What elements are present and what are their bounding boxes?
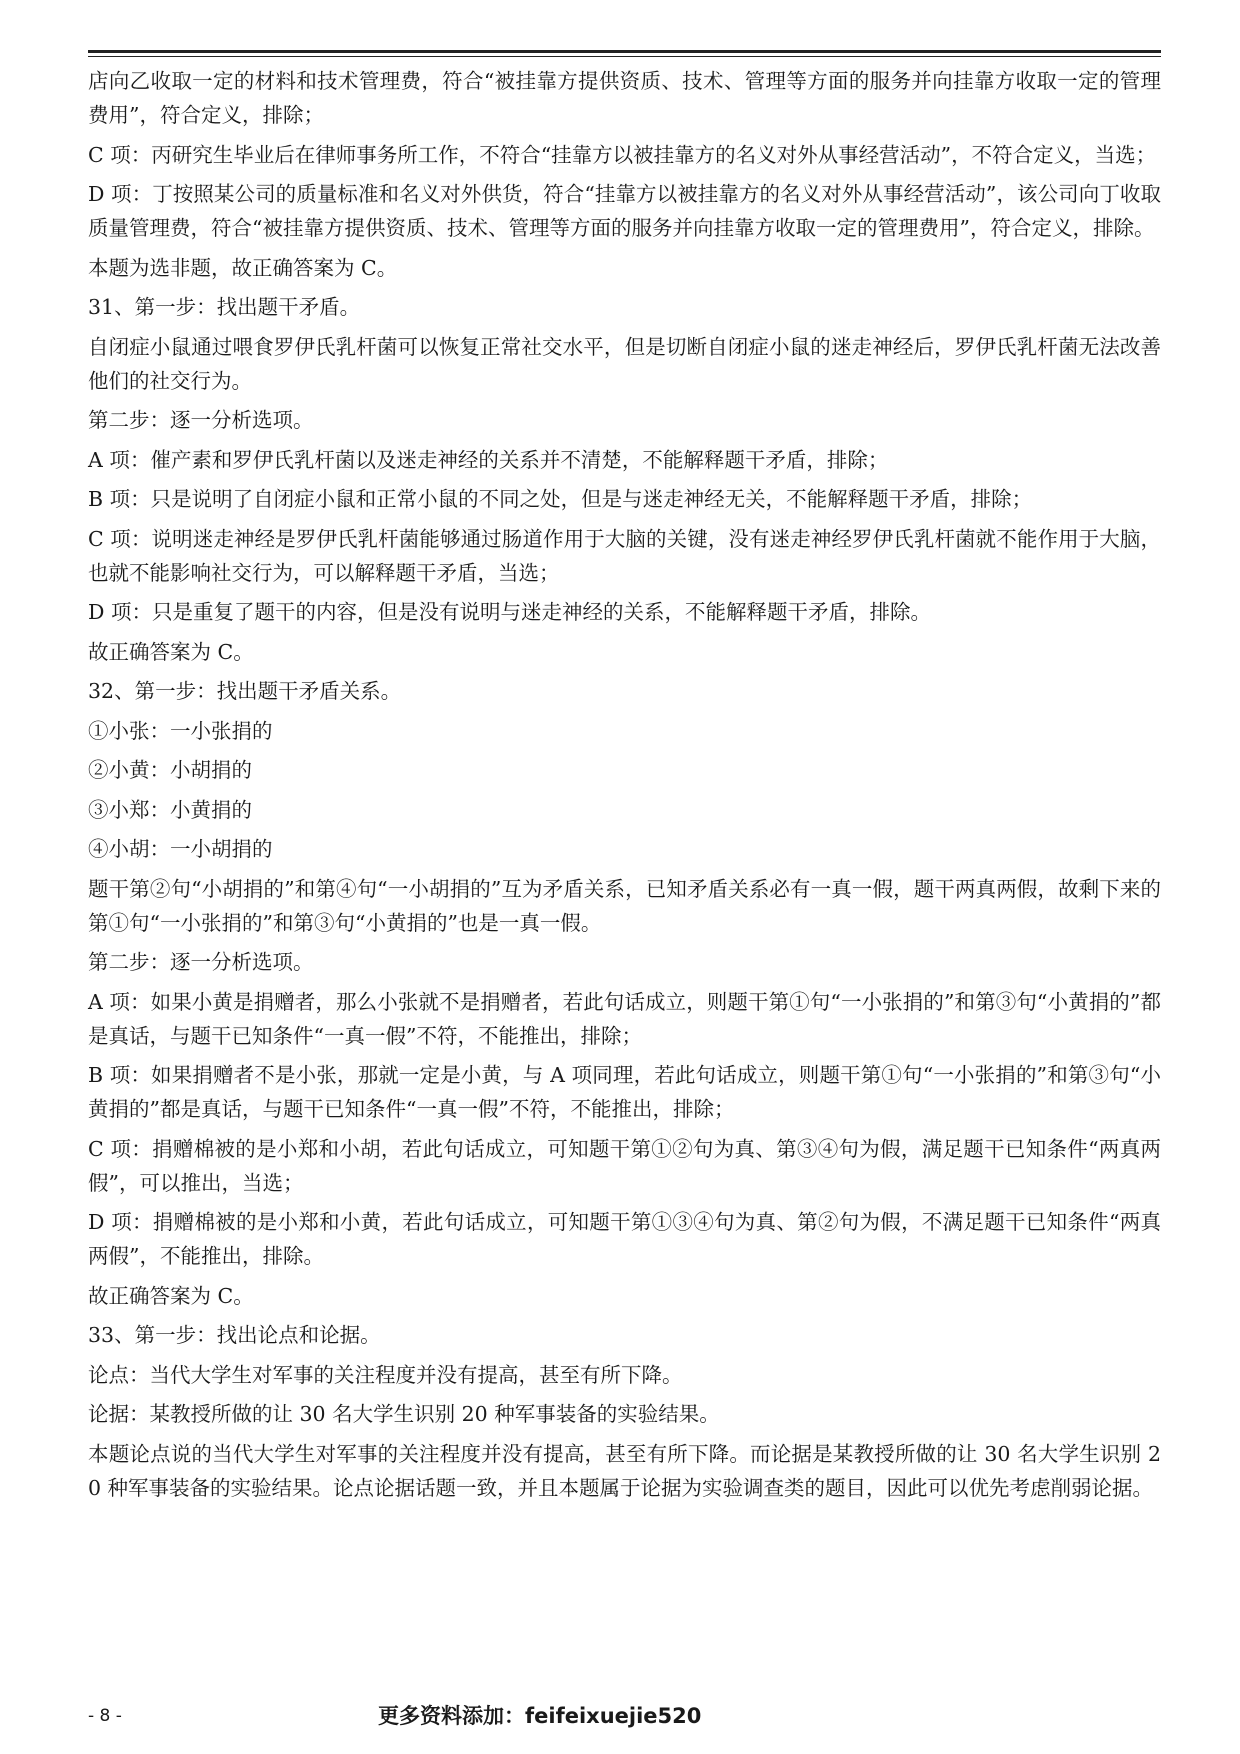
question-33-heading: 33、第一步：找出论点和论据。 [88,1323,381,1347]
paragraph: 第二步：逐一分析选项。 [88,408,314,432]
paragraph: D 项：捐赠棉被的是小郑和小黄，若此句话成立，可知题干第①③④句为真、第②句为假，不满足题干已知条件“两真两假”，不能推出，排除。 [88,1210,1161,1268]
page-number: - 8 - [88,1706,122,1726]
paragraph: 论点：当代大学生对军事的关注程度并没有提高，甚至有所下降。 [88,1362,683,1387]
paragraph: 题干第②句“小胡捐的”和第④句“一小胡捐的”互为矛盾关系，已知矛盾关系必有一真一假，题干两真两假，故剩下来的第①句“一小张捐的”和第③句“小黄捐的”也是一真一假。 [88,876,1161,935]
paragraph: D 项：只是重复了题干的内容，但是没有说明与迷走神经的关系，不能解释题干矛盾，排除。 [88,600,931,624]
footer-promo-text: 更多资料添加：feifeixuejie520 [378,1704,702,1728]
paragraph: C 项：丙研究生毕业后在律师事务所工作，不符合“挂靠方以被挂靠方的名义对外从事经营活动”，不符合定义，当选； [88,142,1157,167]
statement-item: ①小张：一小张捐的 [88,718,273,743]
paragraph: A 项：如果小黄是捐赠者，那么小张就不是捐赠者，若此句话成立，则题干第①句“一小张捐的”和第③句“小黄捐的”都是真话，与题干已知条件“一真一假”不符，不能推出，排除； [88,989,1161,1048]
paragraph: 故正确答案为 C。 [88,1283,254,1308]
statement-item: ③小郑：小黄捐的 [88,797,252,822]
paragraph: 店向乙收取一定的材料和技术管理费，符合“被挂靠方提供资质、技术、管理等方面的服务并向挂靠方收取一定的管理费用”，符合定义，排除； [88,69,1161,127]
statement-item: ④小胡：一小胡捐的 [88,837,273,861]
paragraph: 本题论点说的当代大学生对军事的关注程度并没有提高，甚至有所下降。而论据是某教授所做的让 30 名大学生识别 20 种军事装备的实验结果。论点论据话题一致，并且本题属于论据为实验调查类的题目，因此可以优先考虑削弱论据。 [88,1441,1161,1500]
paragraph: D 项：丁按照某公司的质量标准和名义对外供货，符合“挂靠方以被挂靠方的名义对外从事经营活动”，该公司向丁收取质量管理费，符合“被挂靠方提供资质、技术、管理等方面的服务并向挂靠方收取一定的管理费用”，符合定义，排除。 [88,182,1161,240]
paragraph: C 项：捐赠棉被的是小郑和小胡，若此句话成立，可知题干第①②句为真、第③④句为假，满足题干已知条件“两真两假”，可以推出，当选； [88,1136,1161,1195]
paragraph: B 项：只是说明了自闭症小鼠和正常小鼠的不同之处，但是与迷走神经无关，不能解释题干矛盾，排除； [88,487,1033,511]
question-31-heading: 31、第一步：找出题干矛盾。 [88,295,361,319]
paragraph: 自闭症小鼠通过喂食罗伊氏乳杆菌可以恢复正常社交水平，但是切断自闭症小鼠的迷走神经后，罗伊氏乳杆菌无法改善他们的社交行为。 [88,334,1161,393]
paragraph: A 项：催产素和罗伊氏乳杆菌以及迷走神经的关系并不清楚，不能解释题干矛盾，排除； [88,447,889,472]
question-32-heading: 32、第一步：找出题干矛盾关系。 [88,679,402,703]
paragraph: 故正确答案为 C。 [88,639,254,664]
paragraph: 本题为选非题，故正确答案为 C。 [88,255,398,280]
header-rule-thin [88,56,1161,57]
statement-item: ②小黄：小胡捐的 [88,758,252,782]
paragraph: 论据：某教授所做的让 30 名大学生识别 20 种军事装备的实验结果。 [88,1402,720,1426]
paragraph: C 项：说明迷走神经是罗伊氏乳杆菌能够通过肠道作用于大脑的关键，没有迷走神经罗伊氏乳杆菌就不能作用于大脑，也就不能影响社交行为，可以解释题干矛盾，当选； [88,526,1161,585]
header-rule-thick [88,50,1161,53]
paragraph: 第二步：逐一分析选项。 [88,950,314,974]
paragraph: B 项：如果捐赠者不是小张，那就一定是小黄，与 A 项同理，若此句话成立，则题干第①句“一小张捐的”和第③句“小黄捐的”都是真话，与题干已知条件“一真一假”不符，不能推出，排除； [88,1063,1161,1121]
document-body [88,64,1161,1510]
